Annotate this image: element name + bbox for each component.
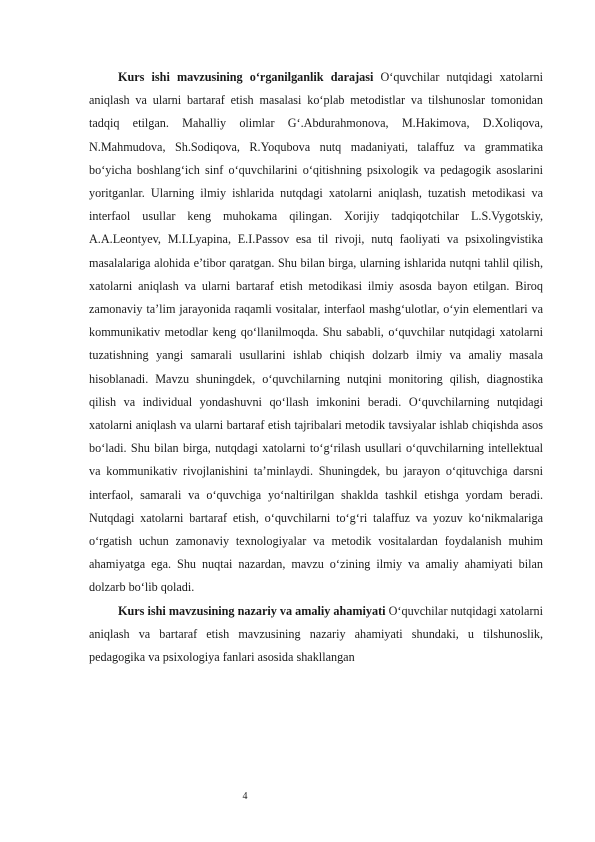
paragraph-heading: Kurs ishi mavzusining o‘rganilganlik darajasi bbox=[118, 70, 374, 84]
paragraph-research-level bbox=[89, 66, 543, 600]
paragraph-heading: Kurs ishi mavzusining nazariy va amaliy ahamiyati bbox=[118, 603, 386, 618]
paragraph-significance bbox=[89, 600, 543, 670]
paragraph-body: O‘quvchilar nutqidagi xatolarni aniqlash va bartaraf etish mavzusining nazariy ahamiyati shundaki, u tilshunoslik, pedagogika va psixologiya fanlari asosida shakllangan bbox=[89, 603, 543, 665]
document-body bbox=[89, 66, 543, 669]
paragraph-body: O‘quvchilar nutqidagi xatolarni aniqlash va ularni bartaraf etish masalasi ko‘plab metodistlar va tilshunoslar tomonidan tadqiq etilgan. Mahalliy olimlar G‘.Abdurahmonova, M.Hakimova, D.Xoliqova, N.Mahmudova, Sh.Sodiqova, R.Yoqubova nutq madaniyati, talaffuz va grammatika bo‘yicha boshlang‘ich sinf o‘quvchilarini o‘qitishning psixologik va pedagogik asoslarini yoritganlar. Ularning ilmiy ishlarida nutqdagi xatolarni aniqlash, tuzatish metodikasi va interfaol usullar keng muhokama qilingan. Xorijiy tadqiqotchilar L.S.Vygotskiy, A.A.Leontyev, M.I.Lyapina, E.I.Passov esa til rivoji, nutq faoliyati va psixolingvistika masalalariga alohida e’tibor qaratgan. Shu bilan birga, ularning ishlarida nutqni tahlil qilish, xatolarni aniqlash va ularni bartaraf etish metodikasi ilmiy asosda bayon etilgan. Biroq zamonaviy ta’lim jarayonida raqamli vositalar, interfaol mashg‘ulotlar, o‘yin elementlari va kommunikativ metodlar keng qo‘llanilmoqda. Shu sababli, o‘quvchilar nutqidagi xatolarni tuzatishning yangi samarali usullarini ishlab chiqish dolzarb ilmiy va amaliy masala hisoblanadi. Mavzu shuningdek, o‘quvchilarning nutqini monitoring qilish, diagnostika qilish va individual yondashuvni qo‘llash imkonini beradi. O‘quvchilarning nutqidagi xatolarni aniqlash va ularni bartaraf etish tajribalari metodik tavsiyalar ishlab chiqishda asos bo‘ladi. Shu bilan birga, nutqdagi xatolarni to‘g‘rilash usullari o‘quvchilarning intellektual va kommunikativ rivojlanishini ta’minlaydi. Shuningdek, bu jarayon o‘qituvchiga darsni interfaol, samarali va o‘quvchiga yo‘naltirilgan shaklda tashkil etishga yordam beradi. Nutqdagi xatolarni bartaraf etish, o‘quvchilarni to‘g‘ri talaffuz va yozuv ko‘nikmalariga o‘rgatish uchun zamonaviy texnologiyalar va metodik vositalardan foydalanish muhim ahamiyatga ega. Shu nuqtai nazardan, mavzu o‘zining ilmiy va amaliy ahamiyati bilan dolzarb bo‘lib qoladi. bbox=[89, 70, 543, 595]
page-number: 4 bbox=[242, 791, 248, 802]
